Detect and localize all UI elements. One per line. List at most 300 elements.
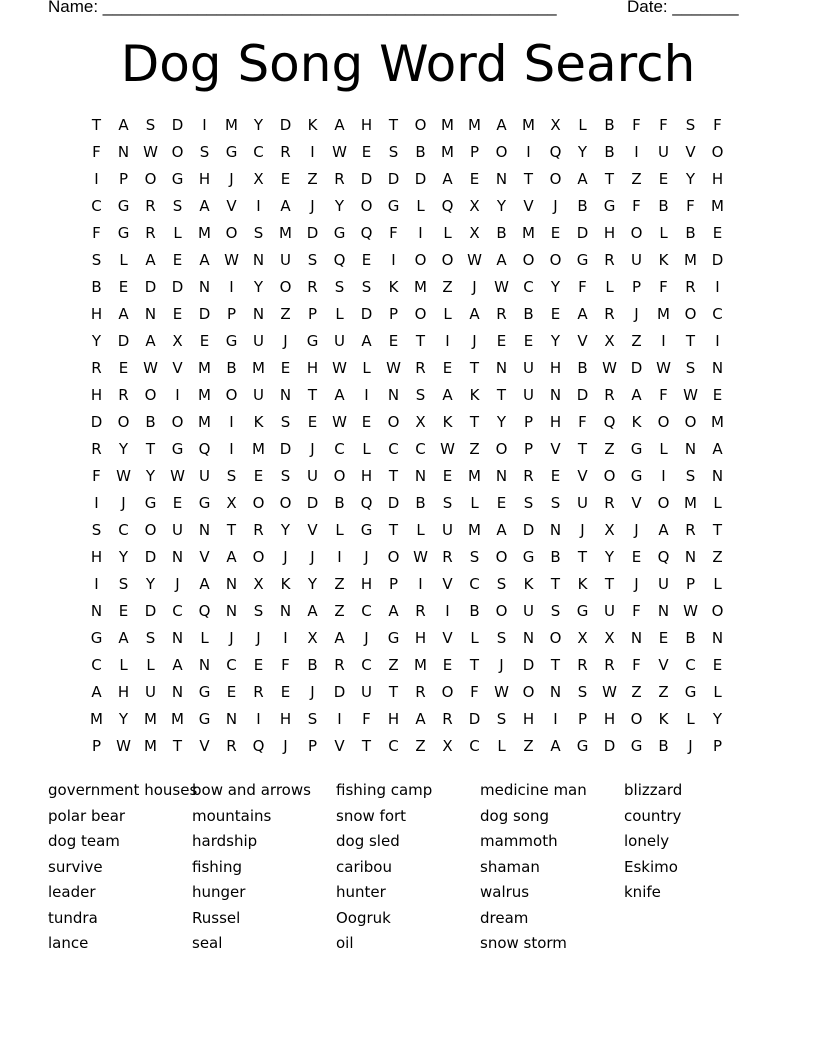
grid-cell: A <box>496 251 507 269</box>
word-list-item: Oogruk <box>336 908 391 927</box>
grid-cell: Y <box>118 710 129 728</box>
grid-cell: W <box>467 251 482 269</box>
grid-row <box>83 598 733 625</box>
grid-cell: B <box>334 494 345 512</box>
grid-cell: T <box>307 386 318 404</box>
grid-cell: L <box>335 521 344 539</box>
grid-cell: S <box>307 710 318 728</box>
grid-cell: D <box>333 683 346 701</box>
grid-cell: S <box>334 278 345 296</box>
grid-cell: S <box>550 494 561 512</box>
grid-cell: S <box>145 116 156 134</box>
grid-cell: E <box>550 224 561 242</box>
grid-cell: A <box>280 197 291 215</box>
grid-cell: R <box>253 521 264 539</box>
grid-cell: F <box>713 116 722 134</box>
grid-cell: Z <box>712 548 723 566</box>
grid-cell: W <box>332 359 347 377</box>
word-list-item: tundra <box>48 908 98 927</box>
grid-cell: D <box>306 494 319 512</box>
grid-cell: D <box>279 116 292 134</box>
grid-row <box>83 490 733 517</box>
word-list-item: walrus <box>480 883 530 901</box>
grid-cell: S <box>496 575 507 593</box>
grid-cell: H <box>522 710 535 728</box>
grid-cell: A <box>496 521 507 539</box>
grid-cell: R <box>118 386 129 404</box>
grid-cell: D <box>576 386 589 404</box>
grid-cell: Q <box>360 224 373 242</box>
grid-cell: D <box>522 521 535 539</box>
grid-cell: N <box>549 521 562 539</box>
grid-cell: E <box>496 332 507 350</box>
grid-cell: A <box>307 602 318 620</box>
grid-cell: W <box>683 386 698 404</box>
grid-row <box>83 571 733 598</box>
grid-cell: A <box>415 710 426 728</box>
grid-cell: B <box>604 116 615 134</box>
grid-cell: O <box>225 224 238 242</box>
grid-cell: P <box>712 737 723 755</box>
grid-cell: E <box>712 224 723 242</box>
grid-cell: X <box>172 332 183 350</box>
grid-cell: G <box>117 224 130 242</box>
grid-cell: M <box>225 116 238 134</box>
grid-cell: Y <box>604 548 615 566</box>
grid-cell: E <box>361 143 372 161</box>
grid-cell: J <box>364 548 369 566</box>
grid-cell: O <box>495 143 508 161</box>
grid-cell: A <box>91 683 102 701</box>
grid-cell: G <box>576 737 589 755</box>
word-list-item: dog team <box>48 832 120 850</box>
grid-cell: T <box>226 521 237 539</box>
grid-cell: L <box>659 224 668 242</box>
grid-cell: S <box>442 494 453 512</box>
grid-cell: W <box>494 278 509 296</box>
grid-cell: O <box>279 278 292 296</box>
grid-cell: M <box>252 440 265 458</box>
grid-cell: O <box>360 197 373 215</box>
grid-cell: E <box>361 251 372 269</box>
grid-cell: V <box>658 656 669 674</box>
grid-cell: B <box>523 305 534 323</box>
grid-cell: S <box>685 359 696 377</box>
grid-cell: D <box>387 170 400 188</box>
grid-cell: E <box>253 656 264 674</box>
grid-cell: U <box>172 521 183 539</box>
grid-cell: B <box>145 413 156 431</box>
grid-cell: I <box>418 224 423 242</box>
grid-cell: R <box>604 656 615 674</box>
grid-cell: F <box>362 710 371 728</box>
grid-cell: S <box>253 602 264 620</box>
grid-cell: S <box>496 710 507 728</box>
grid-cell: M <box>522 116 535 134</box>
grid-cell: G <box>522 548 535 566</box>
grid-cell: V <box>631 494 642 512</box>
grid-cell: X <box>415 413 426 431</box>
grid-cell: C <box>712 305 723 323</box>
grid-cell: X <box>550 116 561 134</box>
grid-cell: M <box>684 251 697 269</box>
grid-cell: F <box>686 197 695 215</box>
grid-cell: E <box>712 386 723 404</box>
grid-cell: Y <box>118 440 129 458</box>
grid-cell: H <box>414 629 427 647</box>
grid-cell: I <box>229 278 234 296</box>
grid-cell: I <box>175 386 180 404</box>
grid-cell: F <box>470 683 479 701</box>
grid-cell: J <box>175 575 180 593</box>
grid-cell: M <box>522 224 535 242</box>
grid-cell: S <box>496 629 507 647</box>
grid-cell: L <box>416 521 425 539</box>
grid-cell: Q <box>603 413 616 431</box>
grid-cell: S <box>388 143 399 161</box>
grid-cell: Y <box>334 197 345 215</box>
word-list-item: oil <box>336 934 354 952</box>
grid-cell: O <box>549 629 562 647</box>
grid-cell: H <box>90 386 103 404</box>
grid-row <box>83 517 733 544</box>
grid-cell: K <box>307 116 318 134</box>
grid-cell: G <box>387 629 400 647</box>
grid-cell: T <box>496 386 507 404</box>
grid-cell: T <box>604 575 615 593</box>
grid-cell: T <box>550 656 561 674</box>
grid-cell: H <box>711 170 724 188</box>
grid-cell: E <box>631 548 642 566</box>
grid-cell: E <box>496 494 507 512</box>
grid-cell: J <box>499 656 504 674</box>
grid-cell: I <box>634 143 639 161</box>
grid-cell: I <box>661 467 666 485</box>
grid-cell: V <box>307 521 318 539</box>
grid-cell: A <box>442 170 453 188</box>
grid-cell: X <box>307 629 318 647</box>
grid-cell: K <box>253 413 264 431</box>
grid-cell: W <box>143 359 158 377</box>
grid-cell: G <box>387 197 400 215</box>
grid-cell: J <box>310 440 315 458</box>
grid-cell: D <box>468 710 481 728</box>
grid-cell: C <box>253 143 264 161</box>
grid-row <box>83 733 733 760</box>
grid-cell: A <box>577 305 588 323</box>
grid-cell: I <box>715 278 720 296</box>
grid-cell: G <box>576 251 589 269</box>
grid-cell: H <box>387 710 400 728</box>
grid-cell: J <box>310 548 315 566</box>
grid-cell: A <box>145 332 156 350</box>
grid-cell: A <box>496 116 507 134</box>
grid-row <box>83 625 733 652</box>
grid-cell: X <box>226 494 237 512</box>
grid-cell: I <box>553 710 558 728</box>
grid-cell: I <box>94 575 99 593</box>
grid-cell: R <box>415 683 426 701</box>
grid-cell: B <box>226 359 237 377</box>
grid-cell: T <box>388 467 399 485</box>
grid-cell: M <box>252 359 265 377</box>
grid-cell: O <box>549 251 562 269</box>
grid-cell: M <box>657 305 670 323</box>
grid-cell: G <box>360 521 373 539</box>
grid-cell: I <box>229 440 234 458</box>
grid-cell: Y <box>550 332 561 350</box>
grid-cell: T <box>712 521 723 539</box>
grid-row <box>83 706 733 733</box>
grid-cell: H <box>549 359 562 377</box>
grid-cell: U <box>253 332 264 350</box>
grid-cell: W <box>494 683 509 701</box>
grid-cell: F <box>92 143 101 161</box>
grid-cell: J <box>283 737 288 755</box>
grid-cell: A <box>658 521 669 539</box>
grid-cell: S <box>226 467 237 485</box>
grid-cell: F <box>632 116 641 134</box>
grid-cell: A <box>334 386 345 404</box>
grid-cell: S <box>172 197 183 215</box>
grid-cell: A <box>145 251 156 269</box>
grid-cell: G <box>630 737 643 755</box>
grid-cell: E <box>280 170 291 188</box>
grid-cell: C <box>361 656 372 674</box>
grid-cell: E <box>442 359 453 377</box>
grid-cell: H <box>360 467 373 485</box>
grid-cell: S <box>685 116 696 134</box>
grid-cell: Y <box>145 467 156 485</box>
grid-cell: H <box>279 710 292 728</box>
grid-cell: W <box>602 359 617 377</box>
grid-cell: U <box>442 521 453 539</box>
grid-cell: O <box>603 467 616 485</box>
grid-cell: I <box>715 332 720 350</box>
grid-cell: O <box>522 251 535 269</box>
grid-cell: S <box>685 467 696 485</box>
grid-cell: T <box>91 116 102 134</box>
grid-cell: M <box>171 710 184 728</box>
grid-cell: H <box>360 116 373 134</box>
grid-cell: Z <box>280 305 291 323</box>
grid-cell: I <box>526 143 531 161</box>
grid-cell: O <box>441 251 454 269</box>
word-list-item: Russel <box>192 908 241 927</box>
grid-cell: V <box>577 332 588 350</box>
grid-cell: L <box>578 116 587 134</box>
grid-cell: L <box>200 629 209 647</box>
grid-row <box>83 112 733 139</box>
header-line <box>48 0 768 18</box>
word-list-item: polar bear <box>48 806 126 825</box>
grid-cell: B <box>685 224 696 242</box>
grid-cell: P <box>388 575 399 593</box>
grid-row <box>83 679 733 706</box>
grid-cell: U <box>631 251 642 269</box>
grid-row <box>83 463 733 490</box>
grid-cell: R <box>415 602 426 620</box>
grid-cell: O <box>549 170 562 188</box>
word-list-item: hunger <box>192 883 246 901</box>
grid-cell: B <box>415 494 426 512</box>
grid-cell: C <box>226 656 237 674</box>
grid-cell: Y <box>91 332 102 350</box>
grid-cell: R <box>496 305 507 323</box>
grid-cell: F <box>632 602 641 620</box>
grid-row <box>83 436 733 463</box>
grid-cell: W <box>683 602 698 620</box>
grid-cell: A <box>118 629 129 647</box>
grid-cell: B <box>550 548 561 566</box>
grid-cell: N <box>279 602 292 620</box>
grid-cell: A <box>577 170 588 188</box>
grid-cell: X <box>253 575 264 593</box>
grid-cell: O <box>495 602 508 620</box>
grid-cell: E <box>361 413 372 431</box>
grid-cell: T <box>469 359 480 377</box>
grid-cell: M <box>198 413 211 431</box>
grid-cell: C <box>91 197 102 215</box>
grid-cell: J <box>256 629 261 647</box>
grid-cell: B <box>658 737 669 755</box>
grid-cell: S <box>577 683 588 701</box>
grid-cell: O <box>279 494 292 512</box>
grid-row <box>83 139 733 166</box>
grid-cell: V <box>172 359 183 377</box>
grid-cell: A <box>631 386 642 404</box>
grid-cell: H <box>306 359 319 377</box>
word-list-item: shaman <box>480 857 540 876</box>
grid-cell: O <box>333 467 346 485</box>
grid-cell: M <box>468 116 481 134</box>
grid-cell: Q <box>441 197 454 215</box>
grid-cell: I <box>256 197 261 215</box>
word-list-item: Eskimo <box>624 857 678 876</box>
grid-cell: D <box>171 278 184 296</box>
grid-cell: N <box>117 143 130 161</box>
grid-row <box>83 328 733 355</box>
grid-cell: W <box>386 359 401 377</box>
grid-cell: L <box>119 251 128 269</box>
grid-cell: K <box>388 278 399 296</box>
grid-cell: Y <box>712 710 723 728</box>
grid-cell: H <box>90 305 103 323</box>
grid-cell: M <box>144 737 157 755</box>
grid-cell: U <box>523 359 534 377</box>
grid-cell: Z <box>604 440 615 458</box>
grid-cell: Z <box>415 737 426 755</box>
grid-cell: D <box>117 332 130 350</box>
grid-cell: E <box>307 413 318 431</box>
grid-cell: N <box>549 683 562 701</box>
grid-cell: P <box>91 737 102 755</box>
grid-cell: L <box>713 683 722 701</box>
grid-cell: E <box>199 332 210 350</box>
grid-cell: U <box>658 143 669 161</box>
grid-cell: O <box>684 413 697 431</box>
grid-cell: G <box>225 143 238 161</box>
grid-cell: G <box>198 494 211 512</box>
grid-cell: P <box>523 440 534 458</box>
grid-cell: R <box>685 521 696 539</box>
grid-cell: N <box>225 710 238 728</box>
grid-cell: H <box>90 548 103 566</box>
grid-cell: T <box>172 737 183 755</box>
grid-cell: X <box>469 197 480 215</box>
grid-cell: N <box>414 467 427 485</box>
grid-cell: D <box>603 737 616 755</box>
grid-cell: J <box>310 683 315 701</box>
grid-cell: D <box>711 251 724 269</box>
grid-cell: T <box>361 737 372 755</box>
grid-cell: F <box>578 278 587 296</box>
grid-cell: Y <box>280 521 291 539</box>
grid-cell: H <box>549 413 562 431</box>
word-list-item: mountains <box>192 806 272 825</box>
grid-cell: G <box>684 683 697 701</box>
grid-cell: F <box>92 224 101 242</box>
grid-cell: K <box>280 575 291 593</box>
grid-cell: O <box>414 116 427 134</box>
grid-cell: O <box>630 710 643 728</box>
grid-cell: J <box>229 170 234 188</box>
grid-cell: D <box>360 305 373 323</box>
grid-cell: G <box>198 683 211 701</box>
grid-cell: H <box>603 710 616 728</box>
grid-cell: S <box>523 494 534 512</box>
grid-cell: T <box>388 683 399 701</box>
grid-cell: N <box>90 602 103 620</box>
grid-cell: W <box>656 359 671 377</box>
grid-cell: Z <box>523 737 534 755</box>
word-list-item: mammoth <box>480 832 558 850</box>
grid-cell: V <box>199 737 210 755</box>
grid-cell: R <box>307 278 318 296</box>
grid-cell: U <box>523 386 534 404</box>
grid-cell: K <box>469 386 480 404</box>
grid-cell: P <box>388 305 399 323</box>
grid-cell: X <box>604 332 615 350</box>
grid-cell: O <box>684 305 697 323</box>
grid-cell: I <box>391 251 396 269</box>
grid-cell: Y <box>145 575 156 593</box>
grid-cell: J <box>634 521 639 539</box>
grid-cell: O <box>171 413 184 431</box>
grid-cell: N <box>495 359 508 377</box>
grid-cell: L <box>362 359 371 377</box>
grid-cell: A <box>172 656 183 674</box>
grid-cell: H <box>198 170 211 188</box>
grid-cell: P <box>577 710 588 728</box>
grid-row <box>83 382 733 409</box>
grid-cell: E <box>118 359 129 377</box>
grid-cell: G <box>171 170 184 188</box>
grid-cell: F <box>281 656 290 674</box>
grid-cell: A <box>388 602 399 620</box>
grid-cell: N <box>198 521 211 539</box>
grid-cell: E <box>280 359 291 377</box>
grid-cell: Q <box>657 548 670 566</box>
grid-cell: E <box>442 656 453 674</box>
grid-cell: V <box>442 575 453 593</box>
grid-cell: O <box>144 170 157 188</box>
grid-cell: P <box>307 737 318 755</box>
grid-cell: A <box>118 116 129 134</box>
grid-cell: V <box>550 440 561 458</box>
grid-cell: B <box>685 629 696 647</box>
grid-cell: E <box>172 251 183 269</box>
